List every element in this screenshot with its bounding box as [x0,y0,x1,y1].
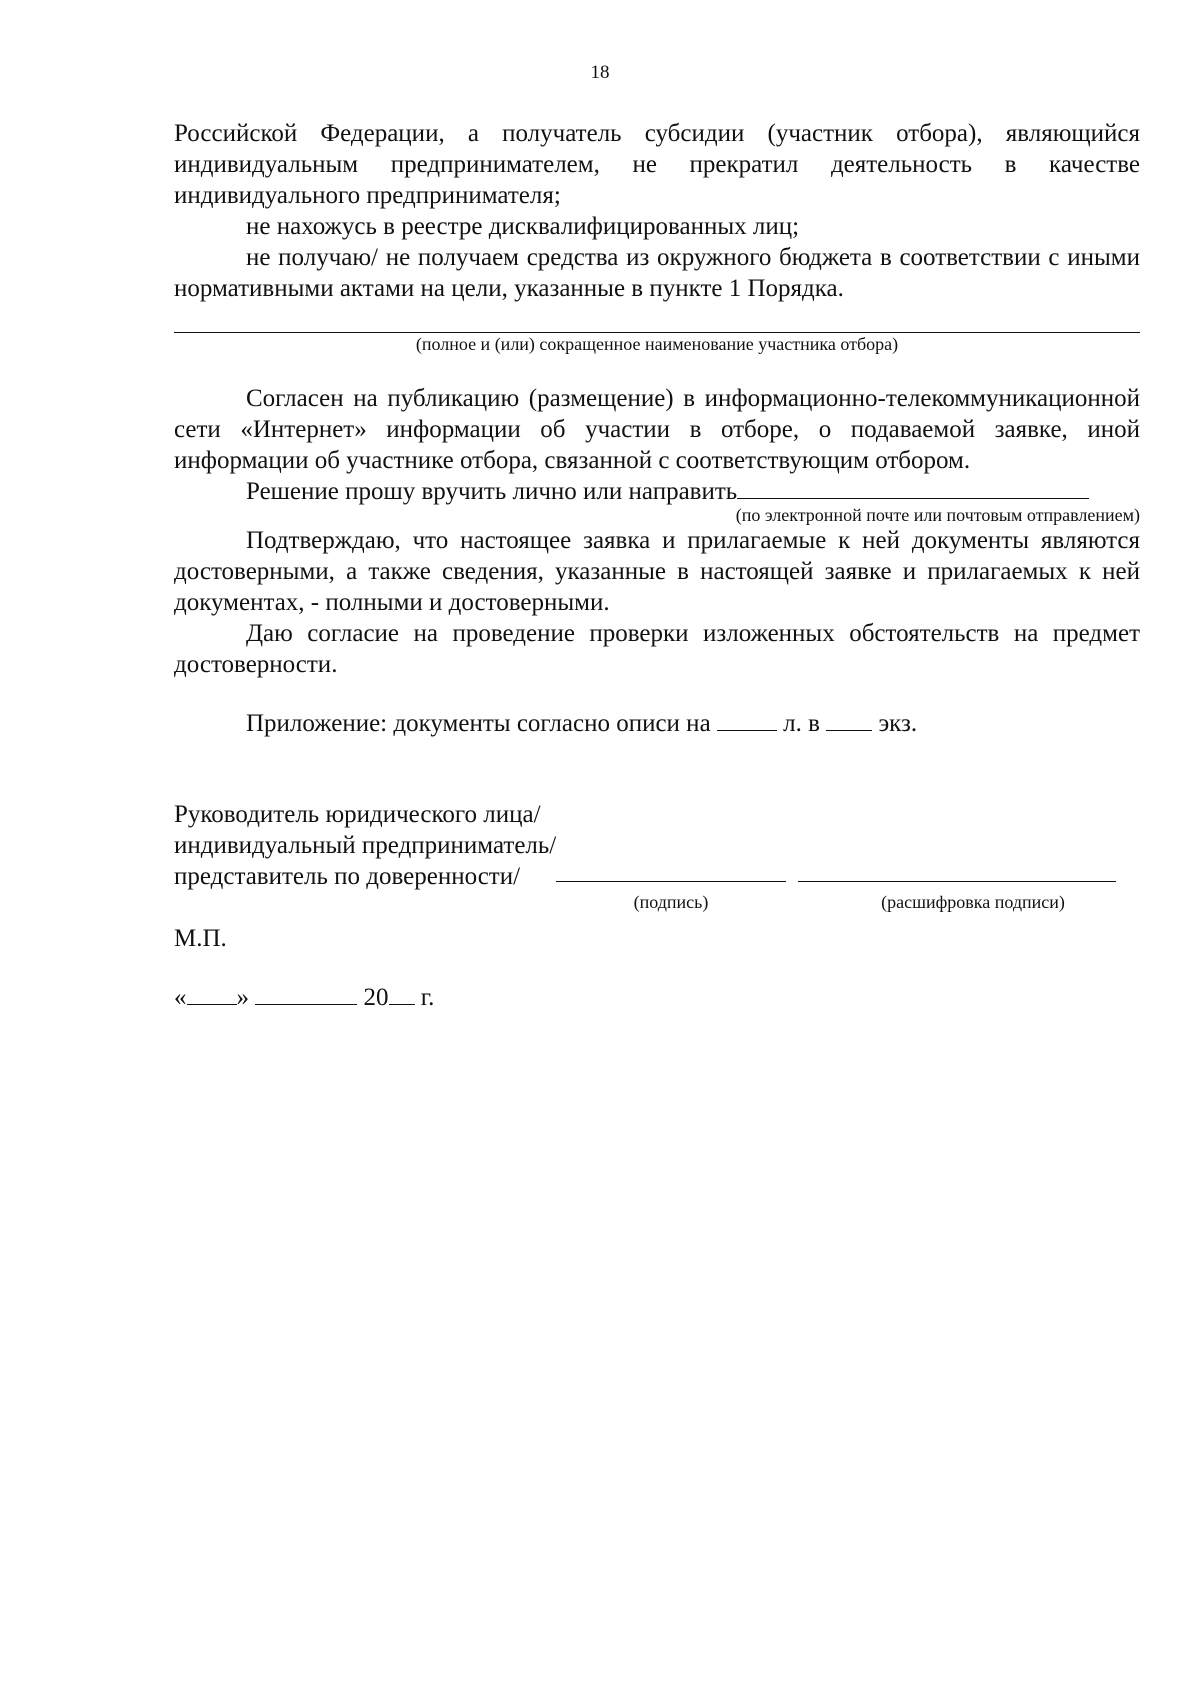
signatory-line-1: Руководитель юридического лица/ [174,801,541,828]
year-prefix: 20 [363,984,389,1011]
sheets-count-field[interactable] [717,710,777,731]
paragraph-verification-consent: Даю согласие на проведение проверки изложенных обстоятельств на предмет достоверности. [174,620,1140,678]
signatory-line-2: индивидуальный предприниматель/ [174,832,557,859]
signatory-line-3: представитель по доверенности/ [174,863,521,890]
page-number: 18 [590,62,610,83]
date-line [174,982,1140,1013]
attachment-line [174,708,1140,739]
decision-text: Решение прошу вручить лично или направить [246,478,738,505]
paragraph-publication-consent: Согласен на публикацию (размещение) в информационно-телекоммуникационной сети «Интернет» информации об участии в отборе, о подаваемой заявке, иной информации об участнике отбора, связанной с соответствующим отбором. [174,385,1140,474]
year-suffix: г. [420,984,435,1011]
paragraph-continuation: Российской Федерации, а получатель субсидии (участник отбора), являющийся индивидуальным предпринимателем, не прекратил деятельность в качестве индивидуального предпринимателя; [174,120,1140,209]
attachment-prefix: Приложение: документы согласно описи на [246,710,711,737]
signature-decode-caption: (расшифровка подписи) [881,892,1065,912]
attachment-copies-label: экз. [878,710,918,737]
month-field[interactable] [255,984,357,1005]
signature-block [174,799,1140,923]
day-field[interactable] [187,984,237,1005]
participant-name-caption: (полное и (или) сокращенное наименование участника отбора) [415,334,899,354]
paragraph-decision-delivery [174,476,1140,507]
date-close-quote: » [236,984,249,1011]
signature-caption: (подпись) [633,892,709,912]
year-field[interactable] [389,984,415,1005]
delivery-method-caption: (по электронной почте или почтовым отправлением) [735,505,1140,525]
copies-count-field[interactable] [826,710,872,731]
delivery-method-field[interactable] [737,478,1089,499]
signature-decode-field[interactable] [798,881,1116,882]
stamp-place: М.П. [174,925,227,952]
paragraph-confirmation: Подтверждаю, что настоящее заявка и прилагаемые к ней документы являются достоверными, а также сведения, указанные в настоящей заявке и прилагаемых к ней документах, - полными и достоверными. [174,527,1140,616]
paragraph-not-disqualified: не нахожусь в реестре дисквалифицированных лиц; [246,213,800,240]
date-open-quote: « [174,984,187,1011]
document-body [174,118,1140,1013]
paragraph-no-budget-funds: не получаю/ не получаем средства из окружного бюджета в соответствии с иными нормативными актами на цели, указанные в пункте 1 Порядка. [174,244,1140,302]
signature-field[interactable] [556,881,786,882]
attachment-sheets-label: л. в [783,710,820,737]
